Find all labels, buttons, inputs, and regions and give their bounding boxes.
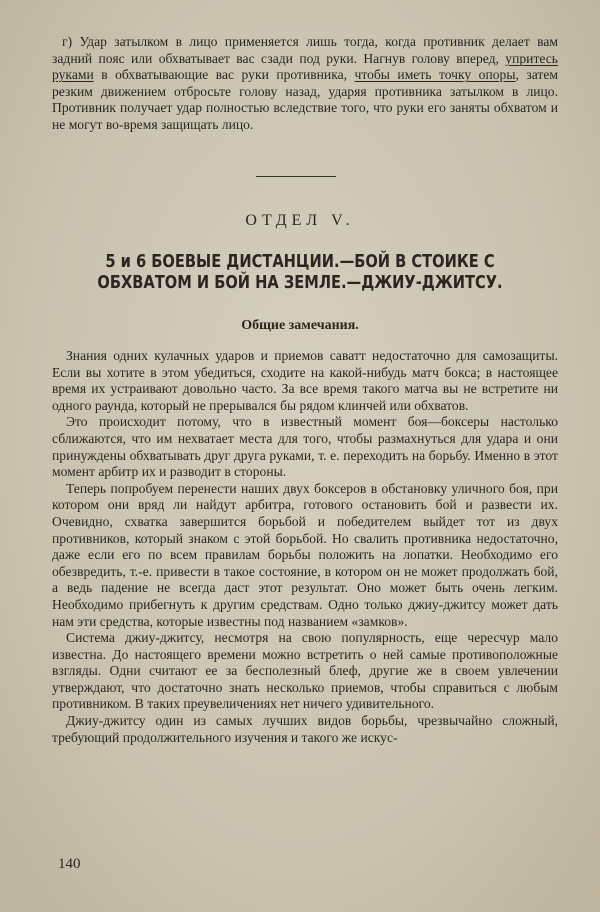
paragraph: Джиу-джитсу один из самых лучших видов борьбы, чрезвычайно сложный, требующий продолжительного изучения и такого же искус-: [52, 713, 558, 745]
page-number: 140: [58, 856, 81, 872]
chapter-title: 5 и 6 БОЕВЫЕ ДИСТАНЦИИ.—БОЙ В СТОИКЕ С ОБХВАТОМ И БОЙ НА ЗЕМЛЕ.—ДЖИУ-ДЖИТСУ.: [97, 252, 503, 293]
intro-text: [52, 34, 558, 134]
paragraph: Это происходит потому, что в известный момент боя—боксеры настолько сближаются, что им нехватает места для того, чтобы размахнуться для удара и они принуждены обхватывать друг друга руками, т. е. переходить на борьбу. Именно в этот момент арбитр их и разводит в стороны.: [52, 414, 558, 480]
intro-paragraph: [52, 34, 558, 134]
paragraph: Знания одних кулачных ударов и приемов саватт недостаточно для самозащиты. Если вы хотите в этом убедиться, сходите на какой-нибудь матч бокса; в настоящее время их устраивают довольно часто. За все время такого матча вы не встретите ни одного раунда, который не прерывался бы рядом клинчей или обхватов.: [52, 348, 558, 413]
paragraph: Теперь попробуем перенести наших двух боксеров в обстановку уличного боя, при котором они вряд ли найдут арбитра, готового остановить бой и развести их. Очевидно, схватка завершится борьбой и победителем выйдет тот из двух противников, который знаком с этой борьбой. Но свалить противника недостаточно, даже если его по всем правилам борьбы положить на лопатки. Необходимо его обезвредить, т.-е. привести в такое состояние, в котором он не может продолжать бой, а ведь падение не всегда даст этот результат. Оно может быть очень легким. Необходимо прибегнуть к другим средствам. Одно только джиу-джитсу может дать нам эти средства, которые известны под названием «замков».: [52, 480, 558, 629]
section-heading: ОТДЕЛ V.: [245, 212, 355, 229]
section-divider: [256, 176, 336, 177]
subsection-title: Общие замечания.: [241, 318, 359, 333]
underlined-phrase: упритесь руками: [52, 50, 558, 83]
intro-segment: г) Удар затылком в лицо применяется лишь тогда, когда противник делает вам задний пояс или обхватывает вас сзади под руки. Нагнув голову вперед,: [52, 34, 558, 66]
paragraph: Система джиу-джитсу, несмотря на свою популярность, еще чересчур мало известна. До настоящего времени можно встретить о ней самые противоположные взгляды. Одни считают ее за бесполезный блеф, другие же в своем увлечении утверждают, что достаточно знать несколько приемов, чтобы справиться с любым противником. В таких преувеличениях нет ничего удивительного.: [52, 630, 558, 712]
underlined-phrase: чтобы иметь точку опоры: [354, 67, 516, 83]
body-text: [52, 348, 558, 746]
intro-segment: в обхватывающие вас руки противника,: [93, 67, 355, 83]
intro-segment: , затем резким движением отбросьте голову назад, ударяя противника затылком в лицо. Противник получает удар полностью вследствие того, что руки его заняты обхватом и не могут во-время защищать лицо.: [52, 67, 558, 132]
